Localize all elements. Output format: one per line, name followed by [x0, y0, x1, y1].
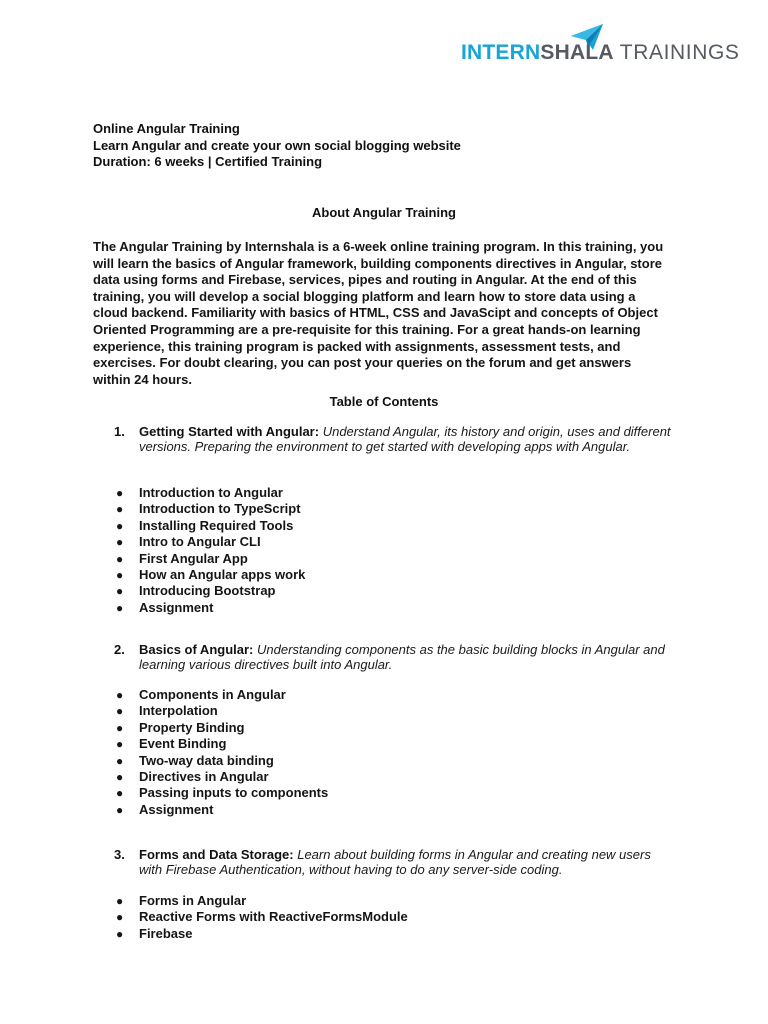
list-item: ● Two-way data binding: [116, 752, 274, 768]
list-item: ● First Angular App: [116, 550, 248, 566]
list-item: ● Reactive Forms with ReactiveFormsModule: [116, 909, 408, 925]
toc-heading: Table of Contents: [329, 394, 439, 409]
list-item: ● Intro to Angular CLI: [116, 534, 261, 550]
course-duration: Duration: 6 weeks | Certified Training: [93, 154, 323, 170]
section-number: 2.: [114, 642, 125, 657]
course-subtitle: Learn Angular and create your own social blogging website: [93, 137, 461, 153]
section-3-topics: [114, 893, 614, 942]
section-title: Basics of Angular:: [139, 642, 254, 657]
list-item: ● Assignment: [116, 599, 214, 615]
list-item: ● Forms in Angular: [116, 893, 247, 908]
section-number: 3.: [114, 847, 125, 862]
course-header: [93, 121, 683, 171]
section-2-topics: [114, 687, 614, 818]
section-description: Understand Angular, its history and origin, uses and different versions. Preparing the environment to get started with developing apps with Angular.: [139, 424, 671, 454]
logo-shala: SHALA: [540, 41, 614, 64]
section-title: Getting Started with Angular:: [139, 424, 320, 439]
course-title: Online Angular Training: [93, 121, 240, 136]
section-description: Learn about building forms in Angular and creating new users with Firebase Authentication, without having to do any server-side coding.: [139, 847, 651, 877]
section-description: Understanding components as the basic building blocks in Angular and learning various directives built into Angular.: [139, 642, 665, 672]
section-title: Forms and Data Storage:: [139, 847, 294, 862]
about-heading: About Angular Training: [312, 205, 456, 220]
list-item: ● Introduction to Angular: [116, 485, 283, 500]
list-item: ● Introduction to TypeScript: [116, 501, 301, 517]
list-item: ● Assignment: [116, 801, 214, 817]
list-item: ● Passing inputs to components: [116, 785, 329, 801]
internshala-trainings-logo: [461, 22, 740, 66]
toc-section-1: [114, 424, 674, 454]
section-number: 1.: [114, 424, 125, 439]
section-1-topics: [114, 485, 614, 616]
logo-intern: INTERN: [461, 41, 541, 64]
section-heading: [114, 642, 674, 672]
toc-section-2: [114, 642, 674, 672]
list-item: ● Event Binding: [116, 736, 227, 752]
list-item: ● Installing Required Tools: [116, 517, 294, 533]
list-item: ● Directives in Angular: [116, 768, 269, 784]
list-item: ● Interpolation: [116, 703, 218, 719]
list-item: ● Components in Angular: [116, 687, 286, 702]
list-item: ● Property Binding: [116, 719, 245, 735]
list-item: ● Introducing Bootstrap: [116, 583, 276, 599]
section-heading: [114, 847, 674, 877]
logo-wordmark: [461, 40, 740, 66]
about-paragraph: The Angular Training by Internshala is a 6-week online training program. In this training, you will learn the basics of Angular framework, building components directives in Angular, store data using forms and Firebase, services, pipes and routing in Angular. At the end of this training, you will develop a social blogging platform and learn how to store data using a cloud backend. Familiarity with basics of HTML, CSS and JavaScipt and concepts of Object Oriented Programming are a pre-requisite for this training. For a great hands-on learning experience, this training program is packed with assignments, assessment tests, and exercises. For doubt clearing, you can post your queries on the forum and get answers within 24 hours.: [93, 239, 664, 387]
list-item: ● Firebase: [116, 925, 193, 941]
section-heading: [114, 424, 674, 454]
list-item: ● How an Angular apps work: [116, 566, 306, 582]
logo-trainings: TRAININGS: [613, 41, 740, 64]
toc-section-3: [114, 847, 674, 877]
